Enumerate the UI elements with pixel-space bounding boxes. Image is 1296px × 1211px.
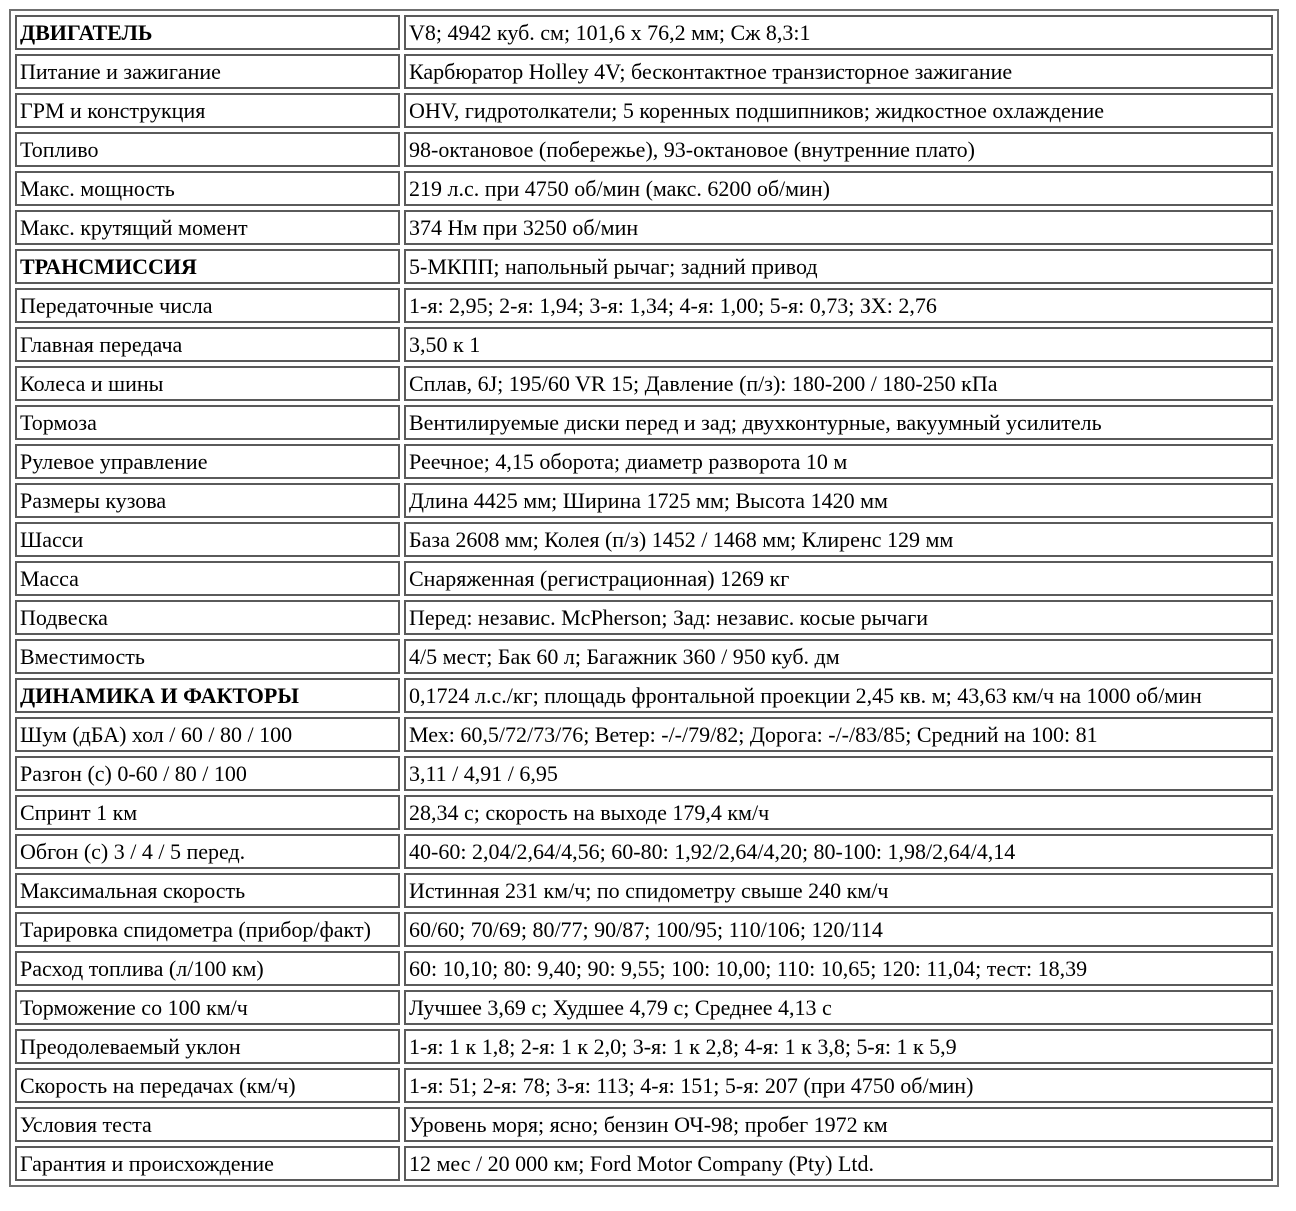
spec-value: 3,11 / 4,91 / 6,95	[404, 756, 1273, 791]
spec-value: V8; 4942 куб. см; 101,6 х 76,2 мм; Сж 8,3:1	[404, 15, 1273, 50]
spec-row	[15, 288, 1273, 323]
section-header-row	[15, 249, 1273, 284]
spec-row	[15, 444, 1273, 479]
spec-value: 3,50 к 1	[404, 327, 1273, 362]
spec-table-body	[15, 15, 1273, 1181]
spec-row	[15, 1029, 1273, 1064]
spec-value: Лучшее 3,69 с; Худшее 4,79 с; Среднее 4,13 с	[404, 990, 1273, 1025]
spec-row	[15, 756, 1273, 791]
spec-value: Карбюратор Holley 4V; бесконтактное транзисторное зажигание	[404, 54, 1273, 89]
spec-label: Шум (дБА) хол / 60 / 80 / 100	[15, 717, 400, 752]
spec-row	[15, 132, 1273, 167]
spec-value: 5-МКПП; напольный рычаг; задний привод	[404, 249, 1273, 284]
spec-value: 28,34 с; скорость на выходе 179,4 км/ч	[404, 795, 1273, 830]
spec-value: Реечное; 4,15 оборота; диаметр разворота 10 м	[404, 444, 1273, 479]
spec-row	[15, 951, 1273, 986]
spec-value: Истинная 231 км/ч; по спидометру свыше 240 км/ч	[404, 873, 1273, 908]
spec-value: 60/60; 70/69; 80/77; 90/87; 100/95; 110/106; 120/114	[404, 912, 1273, 947]
spec-row	[15, 795, 1273, 830]
spec-row	[15, 405, 1273, 440]
spec-value: Перед: независ. McPherson; Зад: независ. косые рычаги	[404, 600, 1273, 635]
spec-table	[9, 9, 1279, 1187]
spec-label: Условия теста	[15, 1107, 400, 1142]
spec-label: Макс. мощность	[15, 171, 400, 206]
spec-value: 219 л.с. при 4750 об/мин (макс. 6200 об/мин)	[404, 171, 1273, 206]
spec-label: Разгон (с) 0-60 / 80 / 100	[15, 756, 400, 791]
spec-row	[15, 1107, 1273, 1142]
spec-value: 60: 10,10; 80: 9,40; 90: 9,55; 100: 10,00; 110: 10,65; 120: 11,04; тест: 18,39	[404, 951, 1273, 986]
spec-label: Максимальная скорость	[15, 873, 400, 908]
spec-label: Вместимость	[15, 639, 400, 674]
spec-label: Спринт 1 км	[15, 795, 400, 830]
spec-value: 1-я: 1 к 1,8; 2-я: 1 к 2,0; 3-я: 1 к 2,8; 4-я: 1 к 3,8; 5-я: 1 к 5,9	[404, 1029, 1273, 1064]
spec-row	[15, 171, 1273, 206]
spec-row	[15, 1146, 1273, 1181]
spec-label: Тормоза	[15, 405, 400, 440]
spec-value: Вентилируемые диски перед и зад; двухконтурные, вакуумный усилитель	[404, 405, 1273, 440]
spec-label: Гарантия и происхождение	[15, 1146, 400, 1181]
spec-value: Сплав, 6J; 195/60 VR 15; Давление (п/з): 180-200 / 180-250 кПа	[404, 366, 1273, 401]
spec-value: 1-я: 51; 2-я: 78; 3-я: 113; 4-я: 151; 5-я: 207 (при 4750 об/мин)	[404, 1068, 1273, 1103]
spec-value: 374 Нм при 3250 об/мин	[404, 210, 1273, 245]
spec-label: Обгон (с) 3 / 4 / 5 перед.	[15, 834, 400, 869]
spec-value: База 2608 мм; Колея (п/з) 1452 / 1468 мм; Клиренс 129 мм	[404, 522, 1273, 557]
spec-label: Торможение со 100 км/ч	[15, 990, 400, 1025]
spec-value: OHV, гидротолкатели; 5 коренных подшипников; жидкостное охлаждение	[404, 93, 1273, 128]
section-title: ДВИГАТЕЛЬ	[15, 15, 400, 50]
spec-row	[15, 210, 1273, 245]
spec-row	[15, 1068, 1273, 1103]
spec-value: 4/5 мест; Бак 60 л; Багажник 360 / 950 куб. дм	[404, 639, 1273, 674]
spec-label: Питание и зажигание	[15, 54, 400, 89]
spec-row	[15, 600, 1273, 635]
section-header-row	[15, 678, 1273, 713]
spec-label: Макс. крутящий момент	[15, 210, 400, 245]
spec-label: Скорость на передачах (км/ч)	[15, 1068, 400, 1103]
spec-label: Колеса и шины	[15, 366, 400, 401]
spec-value: Уровень моря; ясно; бензин ОЧ-98; пробег 1972 км	[404, 1107, 1273, 1142]
spec-label: Преодолеваемый уклон	[15, 1029, 400, 1064]
spec-row	[15, 93, 1273, 128]
spec-label: Шасси	[15, 522, 400, 557]
spec-row	[15, 522, 1273, 557]
section-title: ТРАНСМИССИЯ	[15, 249, 400, 284]
spec-label: Подвеска	[15, 600, 400, 635]
spec-row	[15, 912, 1273, 947]
section-title: ДИНАМИКА И ФАКТОРЫ	[15, 678, 400, 713]
spec-label: Масса	[15, 561, 400, 596]
spec-row	[15, 639, 1273, 674]
section-header-row	[15, 15, 1273, 50]
spec-label: Главная передача	[15, 327, 400, 362]
spec-row	[15, 990, 1273, 1025]
spec-label: Передаточные числа	[15, 288, 400, 323]
spec-row	[15, 834, 1273, 869]
spec-label: Топливо	[15, 132, 400, 167]
spec-row	[15, 561, 1273, 596]
spec-row	[15, 873, 1273, 908]
spec-label: ГРМ и конструкция	[15, 93, 400, 128]
spec-row	[15, 54, 1273, 89]
spec-label: Размеры кузова	[15, 483, 400, 518]
spec-value: 40-60: 2,04/2,64/4,56; 60-80: 1,92/2,64/4,20; 80-100: 1,98/2,64/4,14	[404, 834, 1273, 869]
spec-value: Мех: 60,5/72/73/76; Ветер: -/-/79/82; Дорога: -/-/83/85; Средний на 100: 81	[404, 717, 1273, 752]
spec-value: 98-октановое (побережье), 93-октановое (внутренние плато)	[404, 132, 1273, 167]
spec-value: Длина 4425 мм; Ширина 1725 мм; Высота 1420 мм	[404, 483, 1273, 518]
spec-row	[15, 327, 1273, 362]
spec-value: 1-я: 2,95; 2-я: 1,94; 3-я: 1,34; 4-я: 1,00; 5-я: 0,73; ЗХ: 2,76	[404, 288, 1273, 323]
spec-row	[15, 483, 1273, 518]
spec-label: Рулевое управление	[15, 444, 400, 479]
spec-label: Расход топлива (л/100 км)	[15, 951, 400, 986]
spec-label: Тарировка спидометра (прибор/факт)	[15, 912, 400, 947]
spec-row	[15, 366, 1273, 401]
spec-row	[15, 717, 1273, 752]
spec-value: 12 мес / 20 000 км; Ford Motor Company (Pty) Ltd.	[404, 1146, 1273, 1181]
spec-value: 0,1724 л.с./кг; площадь фронтальной проекции 2,45 кв. м; 43,63 км/ч на 1000 об/мин	[404, 678, 1273, 713]
spec-value: Снаряженная (регистрационная) 1269 кг	[404, 561, 1273, 596]
